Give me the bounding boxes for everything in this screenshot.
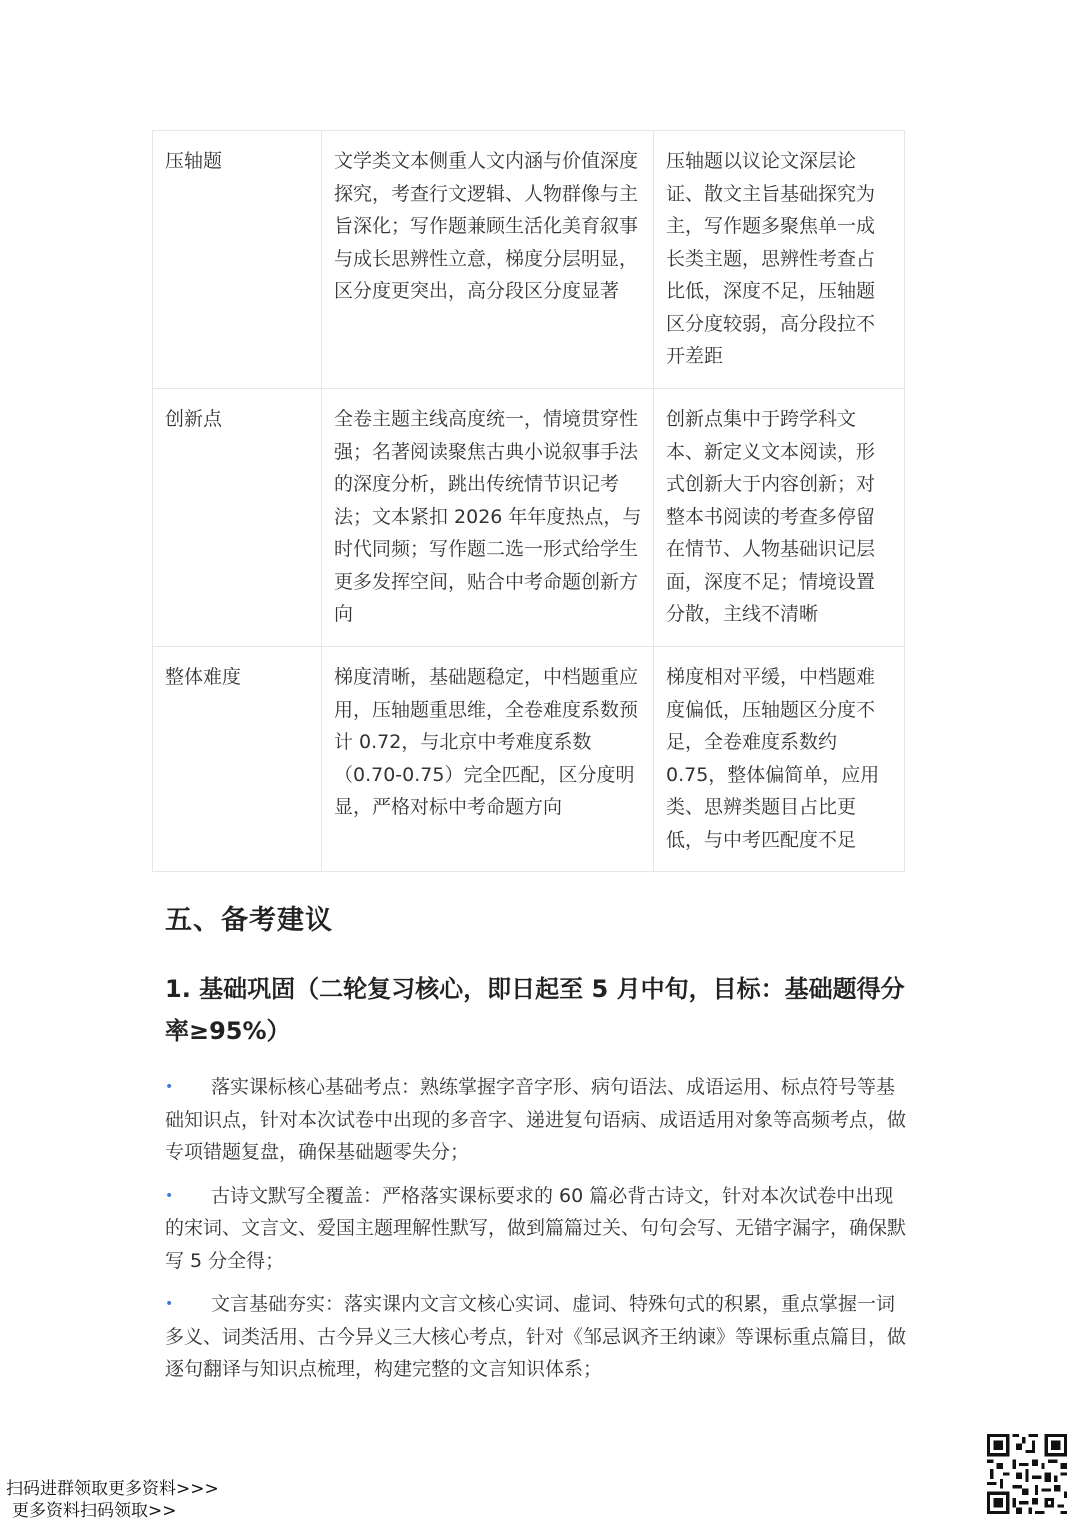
comparison-table [152,130,905,872]
table-cell: 创新点集中于跨学科文本、新定义文本阅读，形式创新大于内容创新；对整本书阅读的考查多停留在情节、人物基础识记层面，深度不足；情境设置分散，主线不清晰 [654,389,905,647]
table-cell: 梯度相对平缓，中档题难度偏低，压轴题区分度不足，全卷难度系数约 0.75，整体偏简单，应用类、思辨类题目占比更低，与中考匹配度不足 [654,647,905,872]
table-cell: 压轴题以议论文深层论证、散文主旨基础探究为主，写作题多聚焦单一成长类主题，思辨性考查占比低，深度不足，压轴题区分度较弱，高分段拉不开差距 [654,131,905,389]
list-item-text: 落实课标核心基础考点：熟练掌握字音字形、病句语法、成语运用、标点符号等基础知识点，针对本次试卷中出现的多音字、递进复句语病、成语适用对象等高频考点，做专项错题复盘，确保基础题零失分； [165,1076,907,1163]
table-row [153,647,905,872]
table-cell: 梯度清晰，基础题稳定，中档题重应用，压轴题重思维，全卷难度系数预计 0.72，与北京中考难度系数（0.70-0.75）完全匹配，区分度明显，严格对标中考命题方向 [322,647,654,872]
list-item [165,1180,910,1278]
table-row [153,131,905,389]
footer-line-2: 更多资料扫码领取>> [12,1501,177,1521]
advice-list [165,1071,910,1397]
row-label: 创新点 [153,389,322,647]
footer-line-1: 扫码进群领取更多资料>>> [6,1479,219,1499]
section-heading: 五、备考建议 [165,905,333,936]
table-row [153,389,905,647]
table-cell: 文学类文本侧重人文内涵与价值深度探究，考查行文逻辑、人物群像与主旨深化；写作题兼顾生活化美育叙事与成长思辨性立意，梯度分层明显，区分度更突出，高分段区分度显著 [322,131,654,389]
table-cell: 全卷主题主线高度统一，情境贯穿性强；名著阅读聚焦古典小说叙事手法的深度分析，跳出传统情节识记考法；文本紧扣 2026 年年度热点，与时代同频；写作题二选一形式给学生更多发挥空间，贴合中考命题创新方向 [322,389,654,647]
footer-promo [6,1478,219,1522]
list-item [165,1288,910,1386]
list-item [165,1071,910,1169]
qr-code-icon[interactable] [987,1434,1067,1514]
bullet-icon: • [165,1187,174,1204]
row-label: 整体难度 [153,647,322,872]
row-label: 压轴题 [153,131,322,389]
bullet-icon: • [165,1079,174,1095]
subsection-heading: 1. 基础巩固（二轮复习核心，即日起至 5 月中旬，目标：基础题得分率≥95%） [165,975,905,1045]
bullet-icon: • [165,1296,174,1312]
list-item-text: 古诗文默写全覆盖：严格落实课标要求的 60 篇必背古诗文，针对本次试卷中出现的宋词、文言文、爱国主题理解性默写，做到篇篇过关、句句会写、无错字漏字，确保默写 5 分全得； [165,1184,907,1272]
list-item-text: 文言基础夯实：落实课内文言文核心实词、虚词、特殊句式的积累，重点掌握一词多义、词类活用、古今异义三大核心考点，针对《邹忌讽齐王纳谏》等课标重点篇目，做逐句翻译与知识点梳理，构建完整的文言知识体系； [165,1293,907,1380]
